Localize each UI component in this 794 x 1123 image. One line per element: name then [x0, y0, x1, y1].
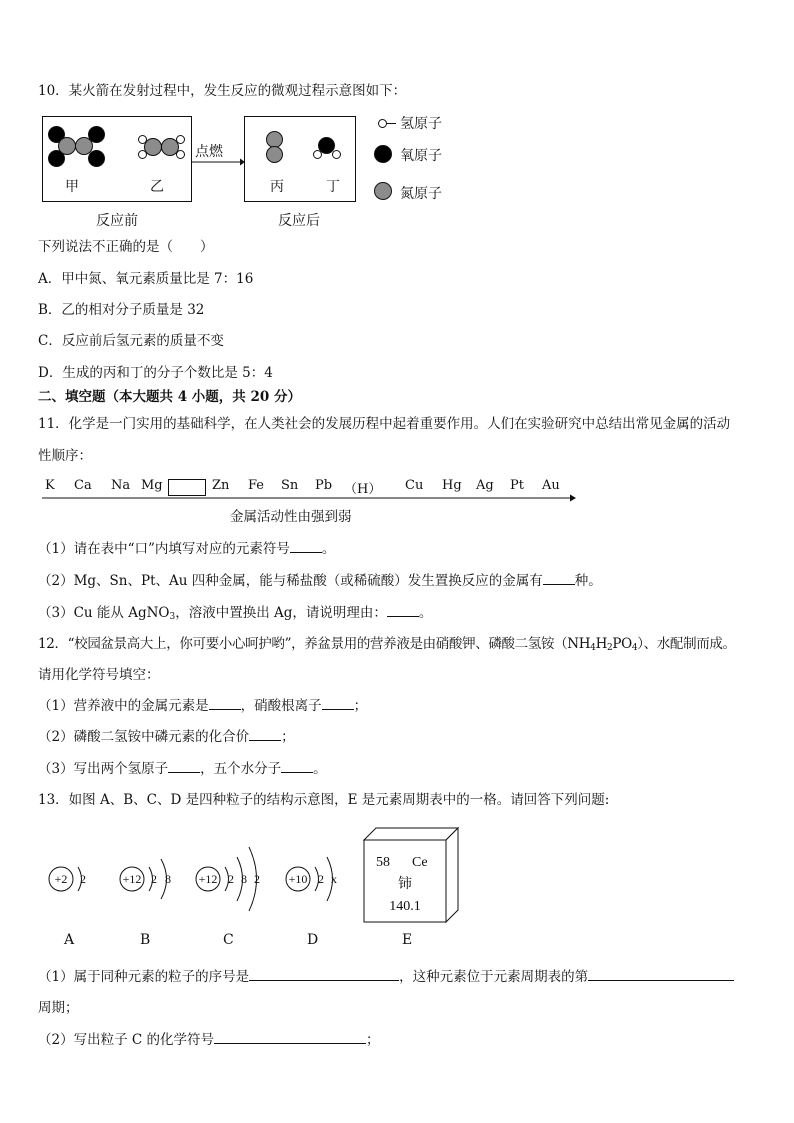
svg-text:2: 2 [151, 872, 157, 886]
particle-a [49, 867, 86, 891]
q10-option-c: C．反应前后氢元素的质量不变 [38, 333, 224, 349]
svg-text:+2: +2 [54, 872, 68, 886]
answer-blank[interactable] [209, 697, 241, 710]
activity-arrow [42, 493, 578, 503]
particle-c [196, 847, 260, 911]
q10-option-d: D．生成的丙和丁的分子个数比是 5：4 [38, 365, 273, 381]
q11-stem-line2: 性顺序： [38, 448, 92, 464]
svg-text:+12: +12 [198, 872, 218, 886]
particle-structure-diagrams [40, 835, 360, 925]
svg-text:8: 8 [165, 872, 171, 886]
q11-sub2: （2）Mg、Sn、Pt、Au 四种金属，能与稀盐酸（或稀硫酸）发生置换反应的金属有 种。 [38, 573, 602, 589]
answer-blank[interactable] [387, 604, 419, 617]
q10-stem: 10．某火箭在发射过程中，发生反应的微观过程示意图如下： [38, 83, 407, 99]
label-yi: 乙 [150, 179, 164, 195]
metal-symbol: （H） [344, 482, 382, 497]
particle-label-b: B [140, 932, 151, 948]
q13-sub1: （1）属于同种元素的粒子的序号是 ，这种元素位于元素周期表的第 [38, 968, 734, 986]
q13-stem: 13．如图 A、B、C、D 是四种粒子的结构示意图，E 是元素周期表中的一格。请回答下列问题: [38, 792, 610, 808]
element-symbol: Ce [412, 855, 428, 870]
section-title: 二、填空题（本大题共 4 小题，共 20 分） [38, 389, 301, 405]
metal-symbol: Mg [141, 478, 163, 493]
particle-label-a: A [64, 932, 75, 948]
metal-symbol: Hg [442, 478, 462, 493]
metal-symbol: Cu [405, 478, 424, 493]
answer-blank[interactable] [290, 540, 322, 553]
particle-b [120, 859, 171, 899]
svg-text:2: 2 [228, 872, 234, 886]
arrow-label: 点燃 [195, 144, 223, 160]
caption-before: 反应前 [96, 213, 138, 229]
periodic-cell [360, 826, 462, 924]
activity-caption: 金属活动性由强到弱 [230, 509, 352, 525]
svg-text:+12: +12 [122, 872, 142, 886]
q10-option-b: B．乙的相对分子质量是 32 [38, 302, 205, 318]
metal-symbol: Na [111, 478, 131, 493]
svg-text:2: 2 [80, 872, 86, 886]
particle-label-c: C [223, 932, 234, 948]
element-name: 铈 [398, 877, 412, 892]
metal-symbol: Ag [476, 478, 494, 493]
svg-text:+10: +10 [288, 872, 308, 886]
q13-sub1-line2: 周期； [38, 1000, 79, 1016]
q13-sub2: （2）写出粒子 C 的化学符号 ； [38, 1032, 380, 1048]
metal-symbol: K [45, 478, 55, 493]
answer-blank[interactable] [281, 760, 313, 773]
atomic-number: 58 [376, 855, 390, 870]
q12-line2: 请用化学符号填空： [38, 667, 160, 683]
particle-label-d: D [307, 932, 319, 948]
metal-symbol: Pt [510, 478, 524, 493]
label-ding: 丁 [326, 179, 340, 195]
metal-symbol: Fe [248, 478, 265, 493]
label-bing: 丙 [270, 179, 284, 195]
answer-blank[interactable] [249, 728, 281, 741]
q12-sub3: （3）写出两个氢原子 ，五个水分子 。 [38, 761, 327, 777]
q10-question: 下列说法不正确的是（ ） [38, 239, 214, 255]
particle-d [286, 857, 337, 901]
answer-blank[interactable] [322, 697, 354, 710]
answer-blank[interactable] [588, 968, 734, 981]
metal-symbol: Au [542, 478, 560, 493]
particle-label-e: E [402, 932, 413, 948]
q11-sub3: （3）Cu 能从 AgNO$_3$，溶液中置换出 Ag，请说明理由： 。 [38, 605, 433, 622]
svg-text:8: 8 [241, 872, 247, 886]
caption-after: 反应后 [278, 213, 320, 229]
answer-blank[interactable] [543, 572, 575, 585]
atomic-mass: 140.1 [389, 899, 421, 914]
q10-option-a: A．甲中氮、氧元素质量比是 7：16 [38, 271, 254, 287]
answer-blank[interactable] [214, 1031, 366, 1044]
metal-symbol: Zn [212, 478, 230, 493]
q11-sub1: （1）请在表中“口”内填写对应的元素符号 。 [38, 541, 336, 557]
metal-symbol: Pb [315, 478, 333, 493]
svg-text:x: x [331, 872, 337, 886]
q12-sub2: （2）磷酸二氢铵中磷元素的化合价 ； [38, 729, 295, 745]
svg-text:2: 2 [254, 872, 260, 886]
metal-symbol: Sn [281, 478, 299, 493]
label-jia: 甲 [65, 179, 79, 195]
reaction-arrow [190, 157, 246, 167]
answer-blank[interactable] [168, 760, 200, 773]
q11-stem-line1: 11．化学是一门实用的基础科学，在人类社会的发展历程中起着重要作用。人们在实验研究中总结出常见金属的活动 [38, 416, 731, 432]
metal-symbol: Ca [74, 478, 92, 493]
answer-blank[interactable] [249, 968, 399, 981]
q12-sub1: （1）营养液中的金属元素是 ，硝酸根离子 ； [38, 698, 368, 714]
q12-stem: 12．“校园盆景高大上，你可要小心呵护哟”，养盆景用的营养液是由硝酸钾、磷酸二氢铵$(NH_4H_2PO_4)$、水配制而成。 [38, 636, 736, 653]
svg-text:2: 2 [318, 872, 324, 886]
